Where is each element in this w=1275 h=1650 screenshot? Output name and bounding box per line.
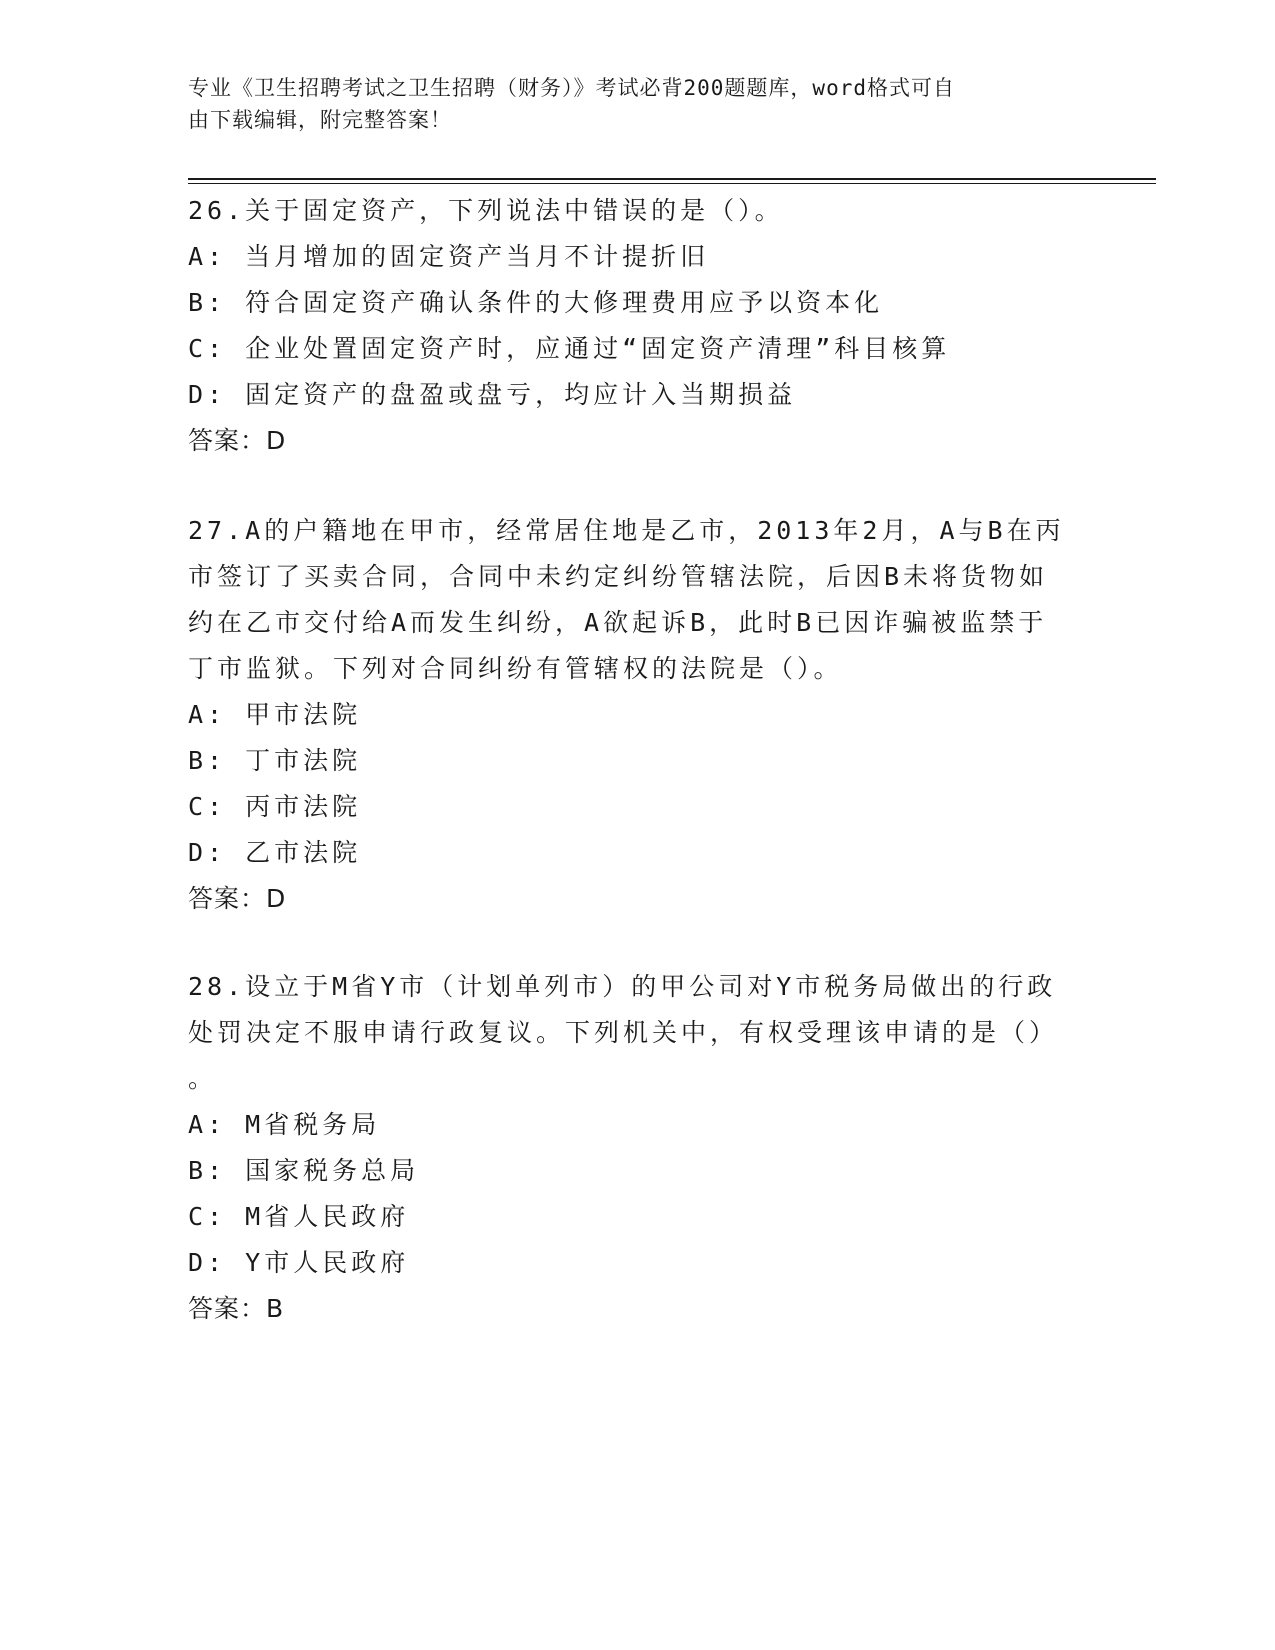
- header-line-2: 由下载编辑，附完整答案！: [188, 108, 452, 132]
- question-stem-line-3: 。: [188, 1064, 218, 1093]
- option-b: B: 国家税务总局: [188, 1156, 420, 1185]
- header-divider-thick: [188, 178, 1156, 180]
- question-27: [188, 508, 1088, 922]
- option-b: B: 符合固定资产确认条件的大修理费用应予以资本化: [188, 288, 884, 317]
- question-26: [188, 188, 1088, 464]
- question-stem-line-1: 27.A的户籍地在甲市，经常居住地是乙市，2013年2月，A与B在丙: [188, 516, 1065, 545]
- answer-text: 答案：B: [188, 1294, 285, 1323]
- header-divider-thin: [188, 183, 1156, 184]
- option-a: A: 当月增加的固定资产当月不计提折旧: [188, 242, 710, 271]
- answer-text: 答案：D: [188, 426, 287, 455]
- question-stem-line-3: 约在乙市交付给A而发生纠纷，A欲起诉B，此时B已因诈骗被监禁于: [188, 608, 1048, 637]
- question-stem-line-1: 28.设立于M省Y市（计划单列市）的甲公司对Y市税务局做出的行政: [188, 972, 1057, 1001]
- option-c: C: M省人民政府: [188, 1202, 410, 1231]
- option-c: C: 丙市法院: [188, 792, 362, 821]
- question-stem-line-4: 丁市监狱。下列对合同纠纷有管辖权的法院是（）。: [188, 654, 843, 683]
- question-stem: 26.关于固定资产，下列说法中错误的是（）。: [188, 196, 784, 225]
- option-d: D: 固定资产的盘盈或盘亏，均应计入当期损益: [188, 380, 797, 409]
- option-c: C: 企业处置固定资产时，应通过“固定资产清理”科目核算: [188, 334, 951, 363]
- option-a: A: M省税务局: [188, 1110, 381, 1139]
- question-stem-line-2: 处罚决定不服申请行政复议。下列机关中，有权受理该申请的是（）: [188, 1018, 1059, 1047]
- option-d: D: 乙市法院: [188, 838, 362, 867]
- answer-text: 答案：D: [188, 884, 287, 913]
- question-stem-line-2: 市签订了买卖合同，合同中未约定纠纷管辖法院，后因B未将货物如: [188, 562, 1049, 591]
- option-b: B: 丁市法院: [188, 746, 362, 775]
- question-28: [188, 964, 1088, 1332]
- option-a: A: 甲市法院: [188, 700, 362, 729]
- option-d: D: Y市人民政府: [188, 1248, 410, 1277]
- header-line-1: 专业《卫生招聘考试之卫生招聘（财务）》考试必背200题题库，word格式可自: [188, 76, 955, 100]
- document-header: [188, 72, 1078, 136]
